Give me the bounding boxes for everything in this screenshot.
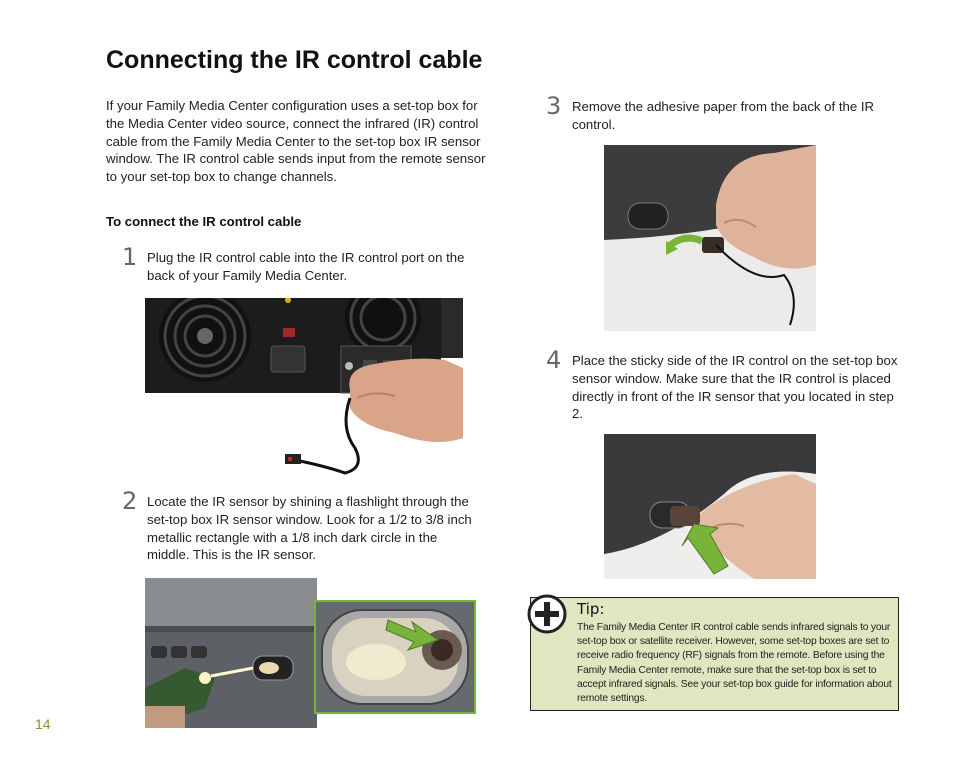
step-3-text: Remove the adhesive paper from the back of the IR control. xyxy=(572,99,875,132)
tip-box xyxy=(530,597,899,711)
step-1-number: 1 xyxy=(122,243,138,271)
tip-body: The Family Media Center IR control cable sends infrared signals to your set-top box or satellite receiver. However, some set-top boxes are set to receive radio frequency (RF) signals from the remote. Before using the Family Media Center remote, make sure that the set-top box is set to accept infrared signals. See your set-top box guide for information about remote settings. xyxy=(577,622,892,705)
adhesive-removal-photo xyxy=(604,145,816,331)
plus-icon xyxy=(527,594,567,634)
step-4-text: Place the sticky side of the IR control on the set-top box sensor window. Make sure that the IR control is placed directly in front of the IR sensor that you located in step 2. xyxy=(572,353,898,422)
page-number: 14 xyxy=(35,716,51,732)
step-4-number: 4 xyxy=(546,346,562,374)
procedure-heading: To connect the IR control cable xyxy=(106,214,302,229)
tip-title: Tip: xyxy=(577,600,605,618)
page-title: Connecting the IR control cable xyxy=(106,46,483,74)
sensor-closeup-photo xyxy=(314,600,476,714)
step-2-number: 2 xyxy=(122,487,138,515)
step-1-text: Plug the IR control cable into the IR control port on the back of your Family Media Center. xyxy=(147,250,465,283)
step-3-number: 3 xyxy=(546,92,562,120)
sensor-window-photo xyxy=(145,578,317,728)
step-2-text: Locate the IR sensor by shining a flashlight through the set-top box IR sensor window. Look for a 1/2 to 3/8 inch metallic rectangle with a 1/8 inch dark circle in the middle. This is the IR sensor. xyxy=(147,494,472,563)
rear-panel-photo xyxy=(145,298,463,484)
intro-paragraph: If your Family Media Center configuration uses a set-top box for the Media Center video source, connect the infrared (IR) control cable from the Family Media Center to the set-top box IR sensor window. The IR control cable sends input from the remote sensor to your set-top box to change channels. xyxy=(106,98,486,185)
ir-control-placement-photo xyxy=(604,434,816,579)
